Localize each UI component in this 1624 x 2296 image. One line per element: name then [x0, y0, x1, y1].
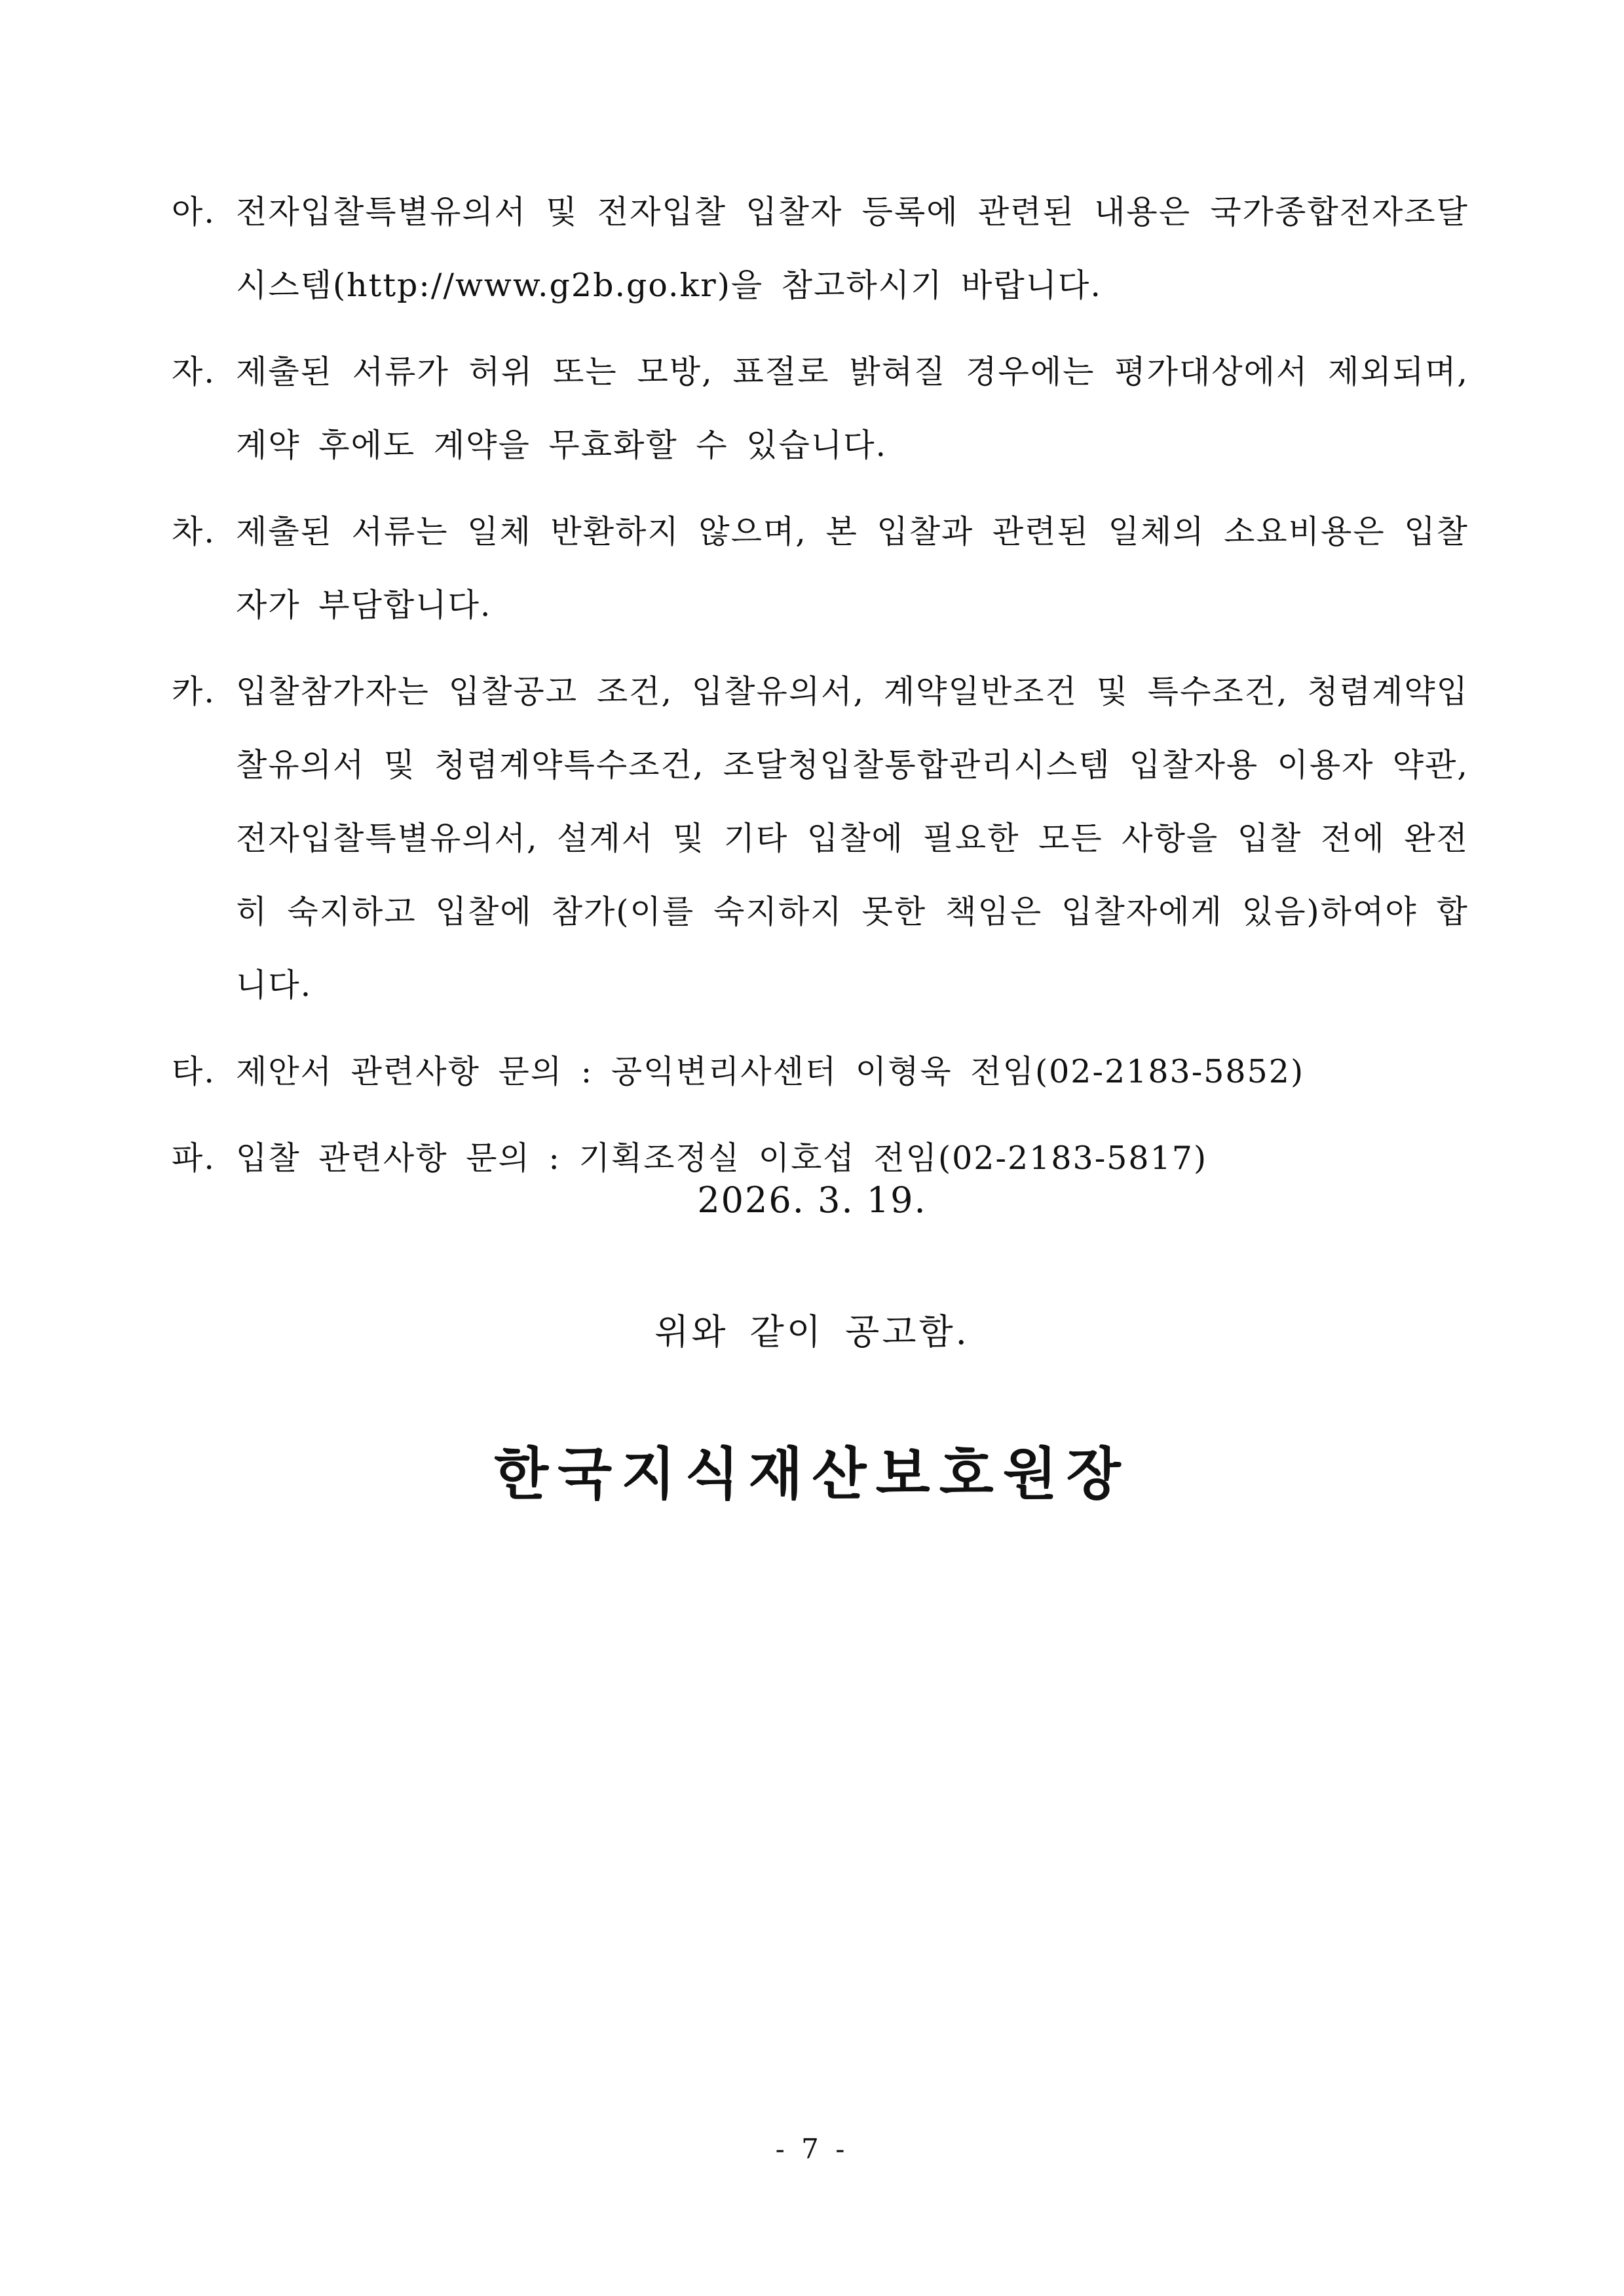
item-text: 제안서 관련사항 문의 : 공익변리사센터 이형욱 전임(02-2183-5852) — [236, 1053, 1305, 1090]
list-item-ta — [172, 1035, 1469, 1109]
list-item-ka — [172, 655, 1469, 1022]
issuer-signature: 한국지식재산보호원장 — [494, 1442, 1130, 1507]
item-marker: 자. — [172, 353, 216, 391]
item-text: 제출된 서류는 일체 반환하지 않으며, 본 입찰과 관련된 일체의 소요비용은 입찰자가 부담합니다. — [236, 513, 1469, 624]
list-item-ja — [172, 335, 1469, 482]
item-marker: 아. — [172, 193, 216, 231]
list-item-cha — [172, 495, 1469, 642]
item-text: 입찰 관련사항 문의 : 기획조정실 이호섭 전임(02-2183-5817) — [236, 1139, 1208, 1177]
item-marker: 차. — [172, 513, 216, 550]
page-number: - 7 - — [775, 2133, 849, 2165]
item-text: 제출된 서류가 허위 또는 모방, 표절로 밝혀질 경우에는 평가대상에서 제외되며, 계약 후에도 계약을 무효화할 수 있습니다. — [236, 353, 1469, 464]
item-text: 입찰참가자는 입찰공고 조건, 입찰유의서, 계약일반조건 및 특수조건, 청렴계약입찰유의서 및 청렴계약특수조건, 조달청입찰통합관리시스템 입찰자용 이용자 약관, 전자입찰특별유의서, 설계서 및 기타 입찰에 필요한 모든 사항을 입찰 전에 완전히 숙지하고 입찰에 참가(이를 숙지하지 못한 책임은 입찰자에게 있음)하여야 합니다. — [236, 673, 1469, 1004]
list-item-a — [172, 176, 1469, 322]
item-marker: 타. — [172, 1053, 216, 1090]
item-marker: 카. — [172, 673, 216, 710]
announcement-statement: 위와 같이 공고함. — [654, 1311, 970, 1352]
announcement-date: 2026. 3. 19. — [697, 1179, 927, 1221]
notice-body — [172, 176, 1469, 1208]
item-text: 전자입찰특별유의서 및 전자입찰 입찰자 등록에 관련된 내용은 국가종합전자조달시스템(http://www.g2b.go.kr)을 참고하시기 바랍니다. — [236, 193, 1469, 304]
item-marker: 파. — [172, 1139, 216, 1177]
